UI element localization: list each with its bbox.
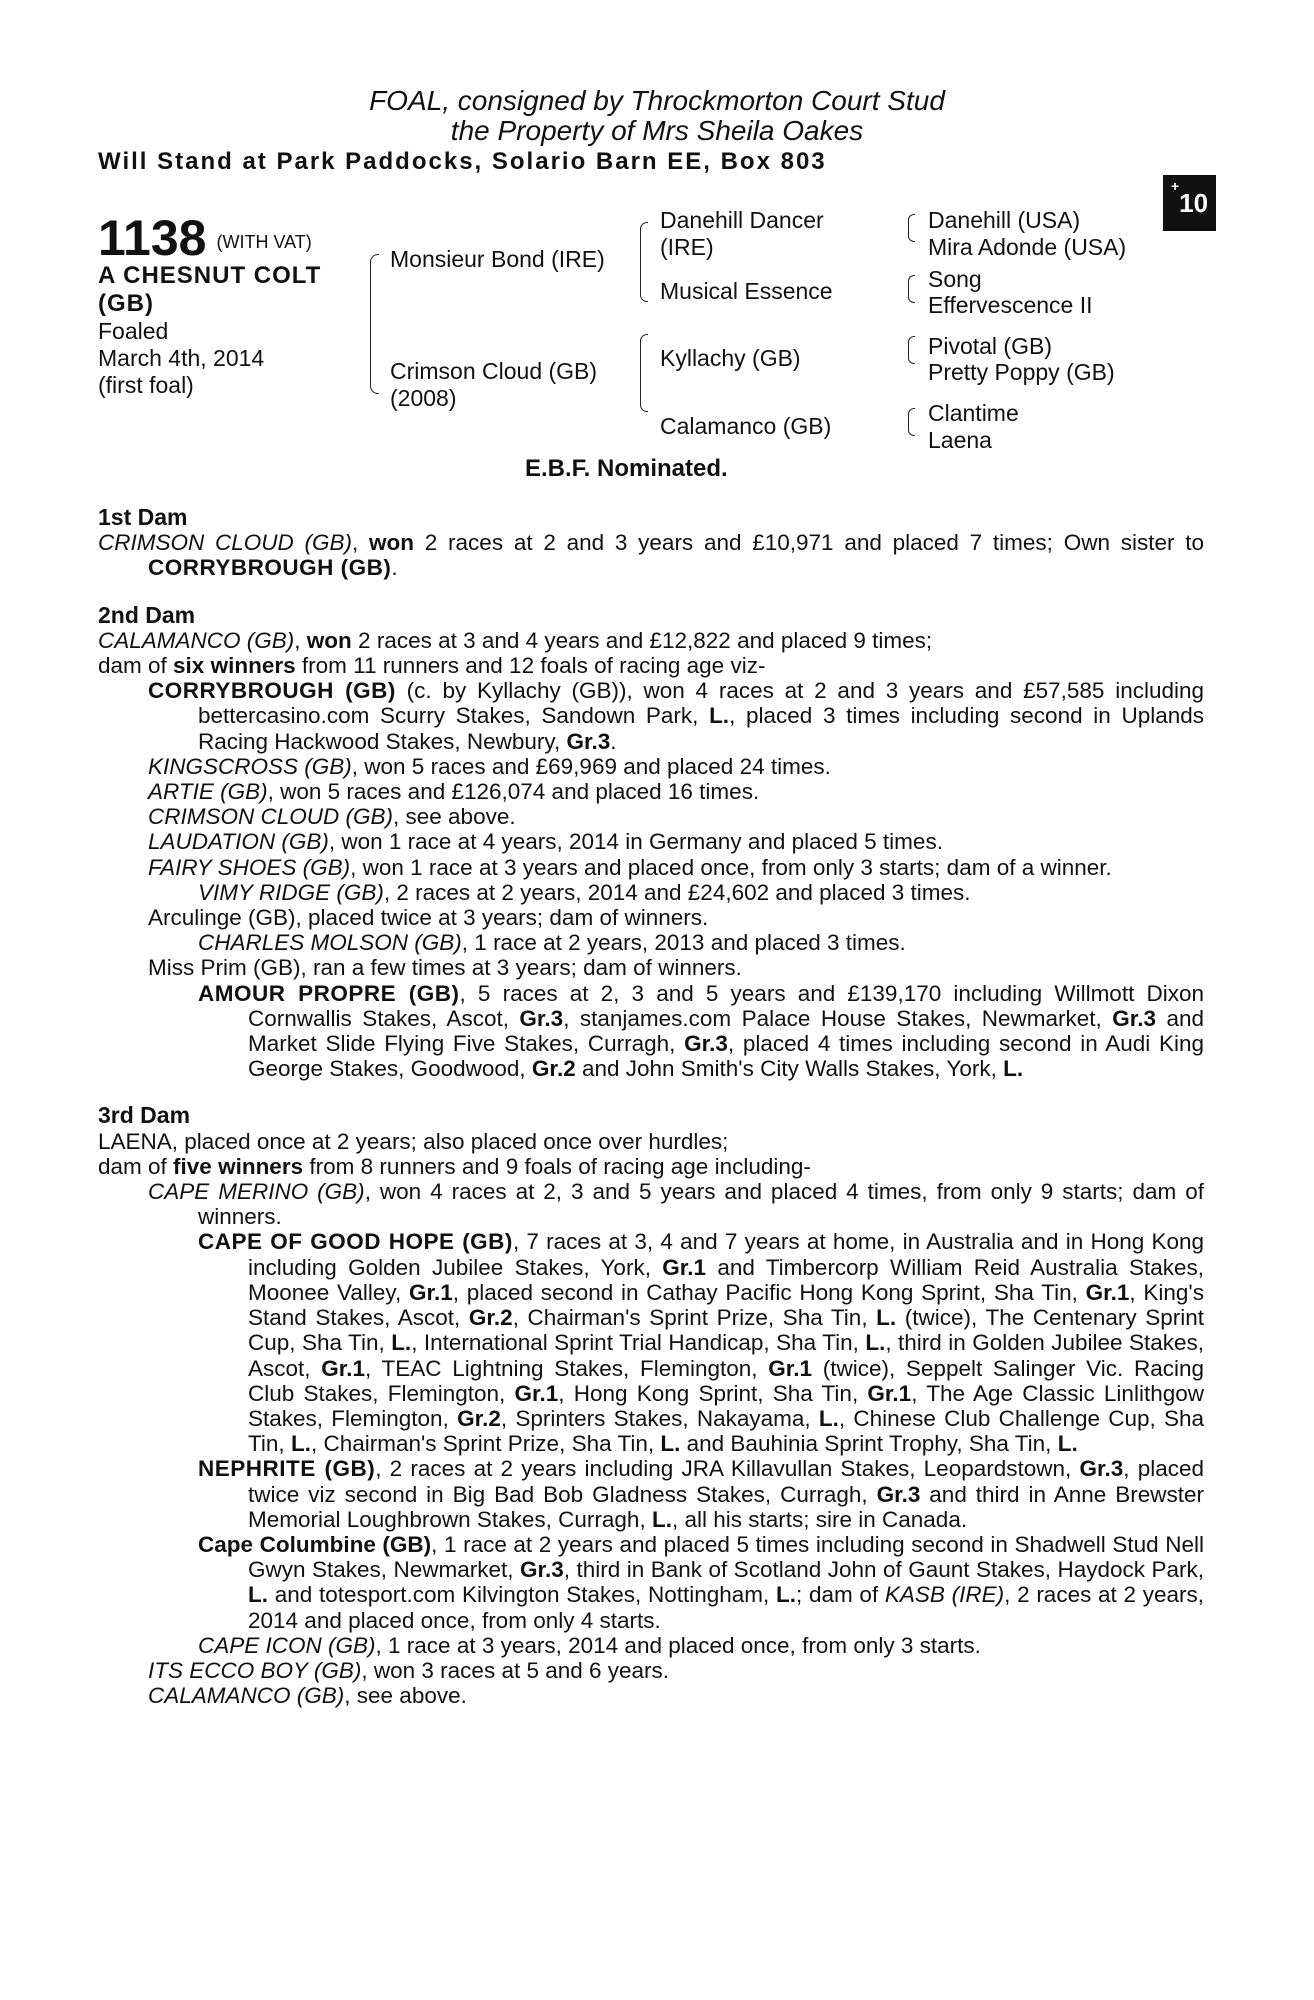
third-dam-produce: dam of five winners from 8 runners and 9 foals of racing age including- <box>98 1153 811 1179</box>
arculinge-entry: Arculinge (GB), placed twice at 3 years; dam of winners. <box>148 905 709 931</box>
vimy-ridge-entry: VIMY RIDGE (GB), 2 races at 2 years, 2014 and £24,602 and placed 3 times. <box>198 879 971 905</box>
property-line: the Property of Mrs Sheila Oakes <box>450 115 864 146</box>
lot-number: 1138 (WITH VAT) <box>98 210 312 266</box>
dam-sire: Kyllachy (GB) <box>660 345 801 371</box>
crimson-cloud-entry: CRIMSON CLOUD (GB), see above. <box>148 804 516 830</box>
sire-sire: Danehill Dancer (IRE) <box>660 207 824 260</box>
dam-sire-sire: Pivotal (GB) <box>928 333 1052 359</box>
second-dam-produce: dam of six winners from 11 runners and 12 foals of racing age viz- <box>98 653 766 679</box>
nephrite-entry: NEPHRITE (GB), 2 races at 2 years including JRA Killavullan Stakes, Leopardstown, Gr.3, placed twice viz second in Big Bad Bob Gladness Stakes, Curragh, Gr.3 and third in Anne Brewster Memorial Loughbrown Stakes, Curragh, L., all his starts; sire in Canada. <box>198 1456 1204 1532</box>
sire-dam-sire: Song <box>928 266 982 292</box>
cape-columbine-entry: Cape Columbine (GB), 1 race at 2 years and placed 5 times including second in Shadwell Stud Nell Gwyn Stakes, Newmarket, Gr.3, third in Bank of Scotland John of Gaunt Stakes, Haydock Park, L. and totesport.com Kilvington Stakes, Nottingham, L.; dam of KASB (IRE), 2 races at 2 years, 2014 and placed once, from only 4 starts. <box>198 1531 1205 1633</box>
fairy-shoes-entry: FAIRY SHOES (GB), won 1 race at 3 years and placed once, from only 3 starts; dam of a winner. <box>148 854 1112 880</box>
laena-entry: LAENA, placed once at 2 years; also placed once over hurdles; <box>98 1128 729 1154</box>
corrybrough-entry: CORRYBROUGH (GB) (c. by Kyllachy (GB)), won 4 races at 2 and 3 years and £57,585 including bettercasino.com Scurry Stakes, Sandown Park, L., placed 3 times including second in Uplands Racing Hackwood Stakes, Newbury, Gr.3. <box>148 678 1205 754</box>
artie-entry: ARTIE (GB), won 5 races and £126,074 and placed 16 times. <box>148 779 760 805</box>
lot-title: A CHESNUT COLT (GB) <box>98 262 322 317</box>
sire-sire-sire: Danehill (USA) <box>928 207 1081 233</box>
its-ecco-boy-entry: ITS ECCO BOY (GB), won 3 races at 5 and 6 years. <box>148 1657 670 1683</box>
ebf-nominated: E.B.F. Nominated. <box>525 455 728 482</box>
miss-prim-entry: Miss Prim (GB), ran a few times at 3 years; dam of winners. <box>148 955 742 981</box>
cape-icon-entry: CAPE ICON (GB), 1 race at 3 years, 2014 and placed once, from only 3 starts. <box>198 1632 981 1658</box>
second-dam-heading: 2nd Dam <box>98 601 196 628</box>
sire-dam: Musical Essence <box>660 278 833 304</box>
dam-dam: Calamanco (GB) <box>660 413 832 439</box>
sire-dam-dam: Effervescence II <box>928 292 1093 318</box>
third-dam-heading: 3rd Dam <box>98 1102 191 1129</box>
dam-dam-sire: Clantime <box>928 400 1019 426</box>
consignor-line: FOAL, consigned by Throckmorton Court Stud <box>369 85 945 116</box>
laudation-entry: LAUDATION (GB), won 1 race at 4 years, 2014 in Germany and placed 5 times. <box>148 829 943 855</box>
cape-merino-entry: CAPE MERINO (GB), won 4 races at 2, 3 and 5 years and placed 4 times, from only 9 starts; dam of winners. <box>148 1179 1204 1230</box>
first-dam-entry: CRIMSON CLOUD (GB), won 2 races at 2 and 3 years and £10,971 and placed 7 times; Own sister to CORRYBROUGH (GB). <box>98 530 1204 581</box>
catalogue-body <box>98 505 1204 1708</box>
sire-sire-dam: Mira Adonde (USA) <box>928 234 1127 260</box>
charles-molson-entry: CHARLES MOLSON (GB), 1 race at 2 years, 2013 and placed 3 times. <box>198 930 906 956</box>
stand-location: Will Stand at Park Paddocks, Solario Barn EE, Box 803 <box>98 148 827 175</box>
first-dam-heading: 1st Dam <box>98 504 188 530</box>
lot-badge: +10 <box>1163 175 1216 231</box>
foaled-info: Foaled March 4th, 2014 (first foal) <box>98 318 265 398</box>
kingscross-entry: KINGSCROSS (GB), won 5 races and £69,969 and placed 24 times. <box>148 753 831 779</box>
dam-dam-dam: Laena <box>928 427 992 453</box>
second-dam-entry: CALAMANCO (GB), won 2 races at 3 and 4 years and £12,822 and placed 9 times; <box>98 627 933 653</box>
dam-sire-dam: Pretty Poppy (GB) <box>928 359 1115 385</box>
amour-propre-entry: AMOUR PROPRE (GB), 5 races at 2, 3 and 5 years and £139,170 including Willmott Dixon Cornwallis Stakes, Ascot, Gr.3, stanjames.com Palace House Stakes, Newmarket, Gr.3 and Market Slide Flying Five Stakes, Curragh, Gr.3, placed 4 times including second in Audi King George Stakes, Goodwood, Gr.2 and John Smith's City Walls Stakes, York, L. <box>198 980 1205 1082</box>
calamanco-entry: CALAMANCO (GB), see above. <box>148 1683 467 1709</box>
cape-of-good-hope-entry: CAPE OF GOOD HOPE (GB), 7 races at 3, 4 and 7 years at home, in Australia and in Hong Kong including Golden Jubilee Stakes, York, Gr.1 and Timbercorp William Reid Australia Stakes, Moonee Valley, Gr.1, placed second in Cathay Pacific Hong Kong Sprint, Sha Tin, Gr.1, King's Stand Stakes, Ascot, Gr.2, Chairman's Sprint Prize, Sha Tin, L. (twice), The Centenary Sprint Cup, Sha Tin, L., International Sprint Trial Handicap, Sha Tin, L., third in Golden Jubilee Stakes, Ascot, Gr.1, TEAC Lightning Stakes, Flemington, Gr.1 (twice), Seppelt Salinger Vic. Racing Club Stakes, Flemington, Gr.1, Hong Kong Sprint, Sha Tin, Gr.1, The Age Classic Linlithgow Stakes, Flemington, Gr.2, Sprinters Stakes, Nakayama, L., Chinese Club Challenge Cup, Sha Tin, L., Chairman's Sprint Prize, Sha Tin, L. and Bauhinia Sprint Trophy, Sha Tin, L. <box>198 1229 1205 1457</box>
sire: Monsieur Bond (IRE) <box>390 246 605 272</box>
dam: Crimson Cloud (GB) (2008) <box>390 358 598 411</box>
vat-label: (WITH VAT) <box>216 231 312 252</box>
